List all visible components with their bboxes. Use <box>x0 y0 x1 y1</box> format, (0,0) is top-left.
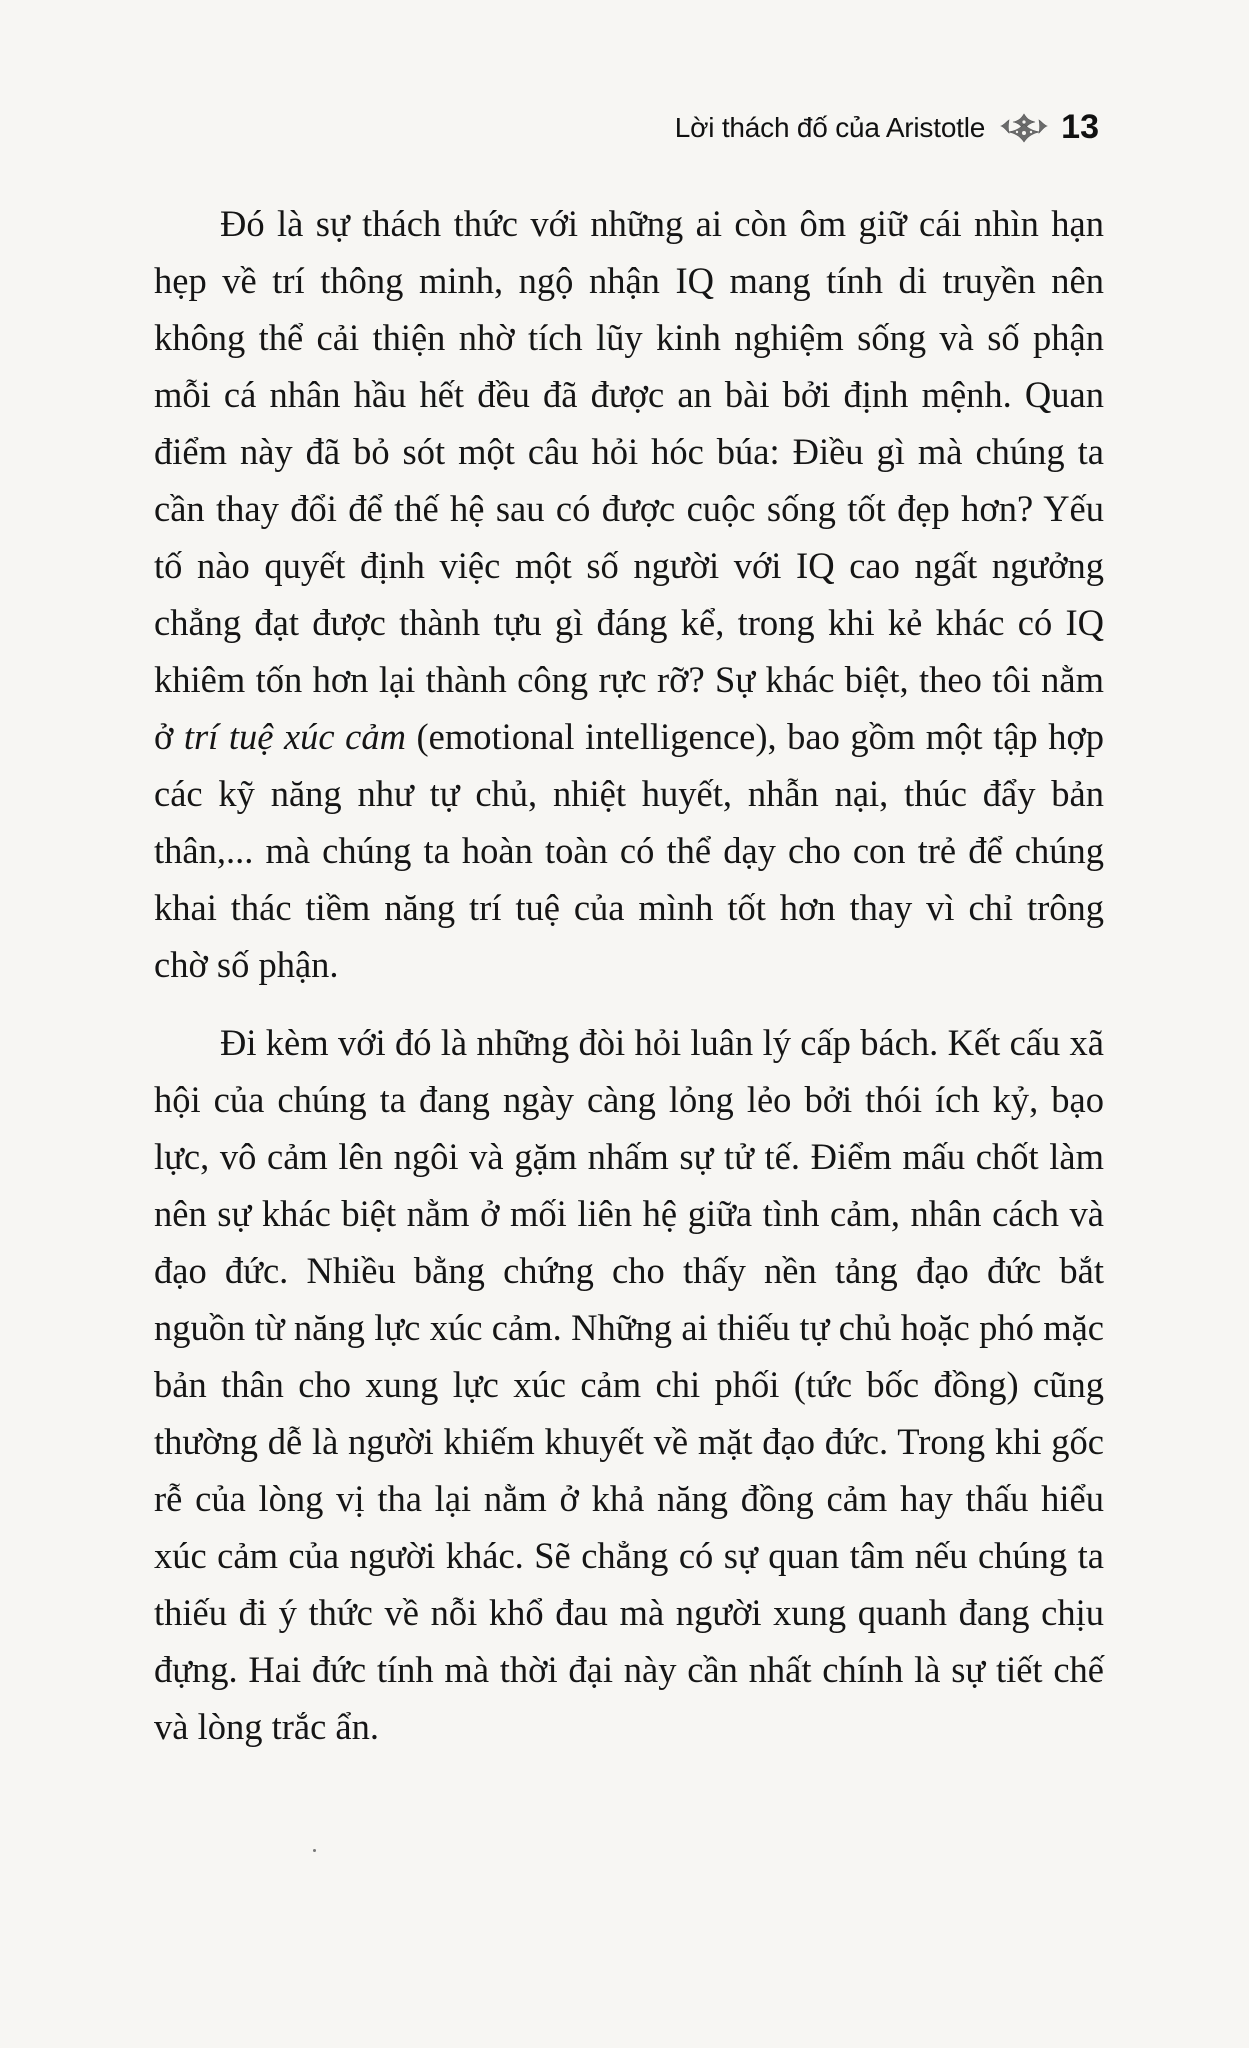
paragraph-1-text-after: (emotional intelligence), bao gồm một tập hợp các kỹ năng như tự chủ, nhiệt huyết, nhẫn nại, thúc đẩy bản thân,... mà chúng ta hoàn toàn có thể dạy cho con trẻ để chúng khai thác tiềm năng trí tuệ của mình tốt hơn thay vì chỉ trông chờ số phận. <box>154 716 1104 985</box>
paragraph-1 <box>154 195 1104 993</box>
running-header <box>675 108 1099 147</box>
paragraph-2: Đi kèm với đó là những đòi hỏi luân lý cấp bách. Kết cấu xã hội của chúng ta đang ngày càng lỏng lẻo bởi thói ích kỷ, bạo lực, vô cảm lên ngôi và gặm nhấm sự tử tế. Điểm mấu chốt làm nên sự khác biệt nằm ở mối liên hệ giữa tình cảm, nhân cách và đạo đức. Nhiều bằng chứng cho thấy nền tảng đạo đức bắt nguồn từ năng lực xúc cảm. Những ai thiếu tự chủ hoặc phó mặc bản thân cho xung lực xúc cảm chi phối (tức bốc đồng) cũng thường dễ là người khiếm khuyết về mặt đạo đức. Trong khi gốc rễ của lòng vị tha lại nằm ở khả năng đồng cảm hay thấu hiểu xúc cảm của người khác. Sẽ chẳng có sự quan tâm nếu chúng ta thiếu đi ý thức về nỗi khổ đau mà người xung quanh đang chịu đựng. Hai đức tính mà thời đại này cần nhất chính là sự tiết chế và lòng trắc ẩn. <box>154 1022 1104 1747</box>
print-speck <box>313 1849 316 1852</box>
emphasized-term: trí tuệ xúc cảm <box>183 716 406 757</box>
chapter-title: Lời thách đố của Aristotle <box>674 111 986 143</box>
page-number: 13 <box>1061 108 1099 146</box>
body-text <box>154 195 1104 1776</box>
floral-ornament-icon <box>999 110 1049 146</box>
paragraph-1-text-before: Đó là sự thách thức với những ai còn ôm giữ cái nhìn hạn hẹp về trí thông minh, ngộ nhận IQ mang tính di truyền nên không thể cải thiện nhờ tích lũy kinh nghiệm sống và số phận mỗi cá nhân hầu hết đều đã được an bài bởi định mệnh. Quan điểm này đã bỏ sót một câu hỏi hóc búa: Điều gì mà chúng ta cần thay đổi để thế hệ sau có được cuộc sống tốt đẹp hơn? Yếu tố nào quyết định việc một số người với IQ cao ngất ngưởng chẳng đạt được thành tựu gì đáng kể, trong khi kẻ khác có IQ khiêm tốn hơn lại thành công rực rỡ? Sự khác biệt, theo tôi nằm ở <box>154 203 1104 757</box>
